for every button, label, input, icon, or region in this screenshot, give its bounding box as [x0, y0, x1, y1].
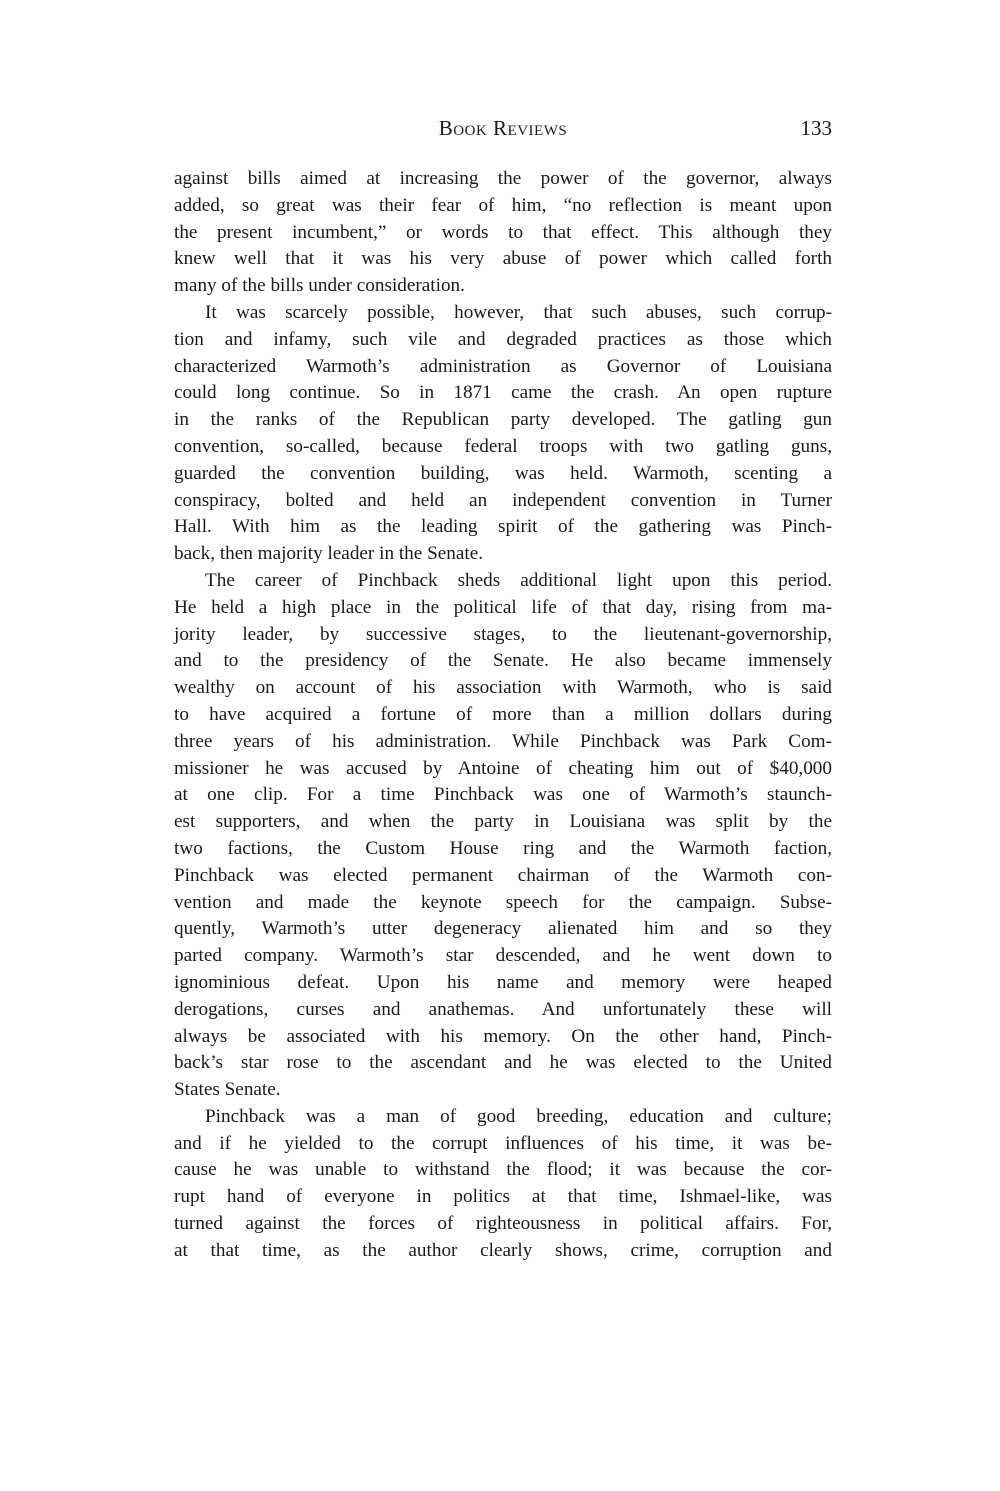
text-line: many of the bills under consideration. — [174, 275, 465, 297]
text-line: to have acquired a fortune of more than a million dollars during — [174, 703, 832, 725]
text-line: two factions, the Custom House ring and the Warmoth faction, — [174, 837, 832, 859]
text-line: States Senate. — [174, 1079, 281, 1101]
text-line: tion and infamy, such vile and degraded practices as those which — [174, 328, 832, 350]
text-line: the present incumbent,” or words to that effect. This although they — [174, 221, 832, 243]
text-line: It was scarcely possible, however, that such abuses, such corrup- — [205, 301, 832, 323]
text-line: in the ranks of the Republican party developed. The gatling gun — [174, 409, 832, 431]
text-line: est supporters, and when the party in Louisiana was split by the — [174, 811, 832, 833]
text-line: at one clip. For a time Pinchback was one of Warmoth’s staunch- — [174, 784, 832, 806]
text-line: against bills aimed at increasing the power of the governor, always — [174, 168, 832, 189]
text-line: conspiracy, bolted and held an independent convention in Turner — [174, 489, 832, 511]
text-line: could long continue. So in 1871 came the crash. An open rupture — [174, 382, 832, 404]
text-line: and to the presidency of the Senate. He also became immensely — [174, 650, 832, 672]
text-line: knew well that it was his very abuse of power which called forth — [174, 248, 832, 270]
text-line: wealthy on account of his association with Warmoth, who is said — [174, 677, 832, 699]
text-line: turned against the forces of righteousness in political affairs. For, — [174, 1213, 832, 1235]
text-line: added, so great was their fear of him, “no reflection is meant upon — [174, 194, 832, 216]
text-line: always be associated with his memory. On the other hand, Pinch- — [174, 1025, 832, 1047]
text-line: parted company. Warmoth’s star descended, and he went down to — [174, 945, 832, 967]
text-line: back’s star rose to the ascendant and he was elected to the United — [174, 1052, 832, 1074]
text-line: at that time, as the author clearly shows, crime, corruption and — [174, 1239, 832, 1261]
page-number: 133 — [800, 116, 832, 140]
text-line: back, then majority leader in the Senate. — [174, 543, 484, 565]
paragraph — [174, 300, 832, 568]
text-line: cause he was unable to withstand the flood; it was because the cor- — [174, 1159, 832, 1181]
text-line: jority leader, by successive stages, to the lieutenant-governorship, — [174, 623, 832, 645]
running-title: Book Reviews — [438, 116, 568, 140]
text-line: three years of his administration. While Pinchback was Park Com- — [174, 730, 832, 752]
text-line: ignominious defeat. Upon his name and memory were heaped — [174, 971, 832, 993]
text-line: The career of Pinchback sheds additional light upon this period. — [205, 569, 832, 591]
paragraph — [174, 568, 832, 1104]
text-line: derogations, curses and anathemas. And unfortunately these will — [174, 998, 832, 1020]
text-line: quently, Warmoth’s utter degeneracy alienated him and so they — [174, 918, 832, 940]
text-line: characterized Warmoth’s administration as Governor of Louisiana — [174, 355, 832, 377]
text-line: Pinchback was elected permanent chairman of the Warmoth con- — [174, 864, 832, 886]
running-head — [174, 116, 832, 146]
body-text — [174, 166, 832, 1265]
text-line: Pinchback was a man of good breeding, education and culture; — [205, 1105, 832, 1127]
text-line: missioner he was accused by Antoine of cheating him out of $40,000 — [174, 757, 832, 779]
text-line: Hall. With him as the leading spirit of the gathering was Pinch- — [174, 516, 832, 538]
text-line: convention, so-called, because federal troops with two gatling guns, — [174, 435, 832, 457]
text-line: rupt hand of everyone in politics at that time, Ishmael-like, was — [174, 1186, 832, 1208]
text-line: and if he yielded to the corrupt influences of his time, it was be- — [174, 1132, 832, 1154]
text-line: vention and made the keynote speech for the campaign. Subse- — [174, 891, 832, 913]
paragraph — [174, 166, 832, 300]
paragraph — [174, 1104, 832, 1265]
text-line: He held a high place in the political life of that day, rising from ma- — [174, 596, 832, 618]
text-line: guarded the convention building, was held. Warmoth, scenting a — [174, 462, 832, 484]
